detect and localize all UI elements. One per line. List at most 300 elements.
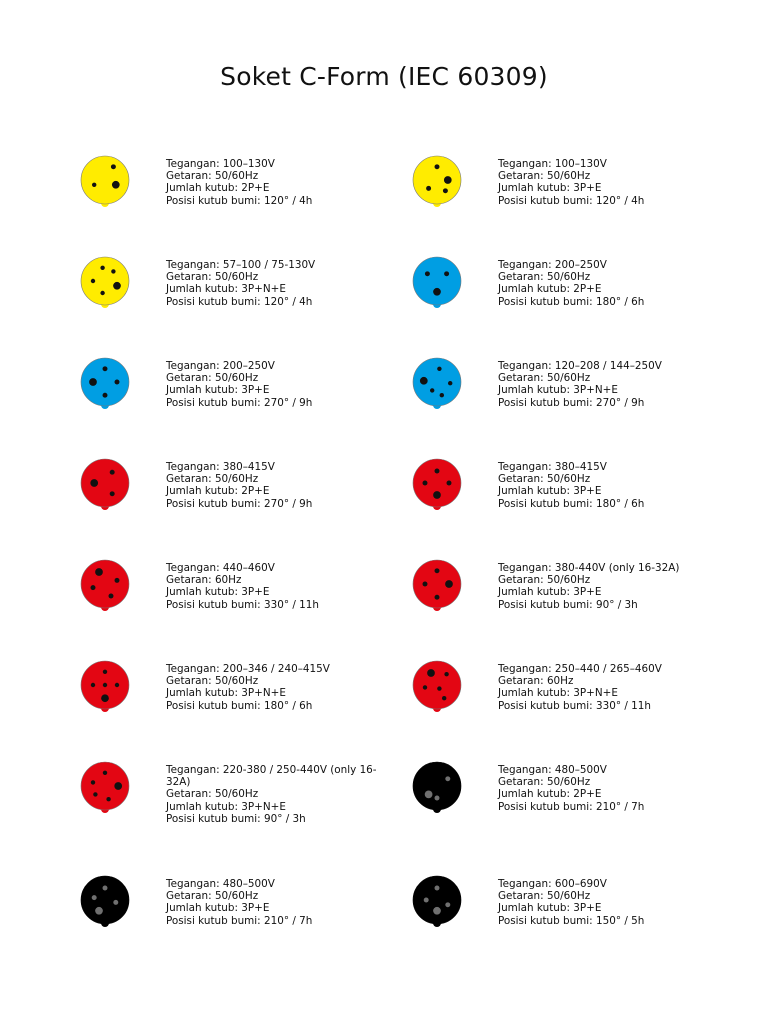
spec-voltage-value: 120–208 / 144–250V [554, 360, 662, 372]
spec-poles [166, 182, 396, 194]
socket-pin [103, 771, 107, 775]
spec-poles-label: Jumlah kutub: [166, 384, 238, 397]
spec-earth-position-value: 180° / 6h [596, 497, 645, 510]
spec-frequency [166, 675, 396, 687]
spec-earth-position [498, 801, 728, 813]
spec-voltage [498, 158, 728, 170]
spec-earth-position-value: 120° / 4h [264, 295, 313, 308]
socket-entry [76, 253, 416, 333]
socket-icon [76, 657, 134, 719]
spec-earth-position [166, 397, 396, 409]
spec-poles [166, 687, 396, 699]
spec-voltage-value: 200–250V [222, 360, 275, 372]
socket-face-black [76, 872, 134, 934]
socket-pin [423, 685, 427, 689]
spec-poles-label: Jumlah kutub: [498, 384, 570, 397]
socket-pin [442, 696, 446, 700]
spec-earth-position-label: Posisi kutub bumi: [498, 497, 593, 510]
spec-frequency-value: 50/60Hz [214, 473, 259, 486]
socket-icon [76, 758, 134, 820]
socket-icon [408, 657, 466, 719]
socket-pin [445, 902, 450, 907]
spec-earth-position-label: Posisi kutub bumi: [166, 699, 261, 712]
socket-pin [91, 780, 95, 784]
spec-frequency [166, 372, 396, 384]
socket-face-yellow [76, 152, 134, 214]
spec-voltage [498, 663, 728, 675]
spec-voltage [166, 158, 396, 170]
spec-voltage [498, 461, 728, 473]
socket-pin [437, 367, 441, 371]
socket-body [81, 459, 129, 507]
spec-earth-position-label: Posisi kutub bumi: [166, 914, 261, 927]
socket-entry [408, 152, 748, 232]
socket-entry [76, 657, 416, 737]
socket-pin [433, 288, 441, 296]
spec-frequency-value: 60Hz [546, 675, 574, 688]
spec-poles [498, 902, 728, 914]
spec-poles-label: Jumlah kutub: [166, 283, 238, 296]
socket-pin [115, 683, 119, 687]
spec-earth-position-value: 120° / 4h [596, 194, 645, 207]
spec-voltage-value: 380–415V [554, 461, 607, 473]
spec-poles-label: Jumlah kutub: [498, 485, 570, 498]
spec-earth-position [498, 296, 728, 308]
spec-poles [498, 687, 728, 699]
spec-poles-label: Jumlah kutub: [498, 182, 570, 195]
socket-spec [166, 360, 396, 409]
spec-frequency [498, 574, 728, 586]
socket-body [81, 358, 129, 406]
socket-face-blue [408, 354, 466, 416]
spec-earth-position [498, 498, 728, 510]
spec-poles-value: 3P+N+E [241, 283, 286, 296]
spec-poles-label: Jumlah kutub: [498, 788, 570, 801]
socket-pin [95, 568, 103, 576]
spec-voltage-label: Tegangan: [166, 764, 220, 776]
socket-entry [408, 872, 748, 952]
socket-icon [408, 556, 466, 618]
socket-spec [498, 360, 728, 409]
spec-voltage-label: Tegangan: [498, 259, 552, 271]
spec-earth-position [498, 915, 728, 927]
spec-poles-value: 2P+E [573, 788, 602, 801]
socket-pin [111, 164, 116, 169]
spec-frequency-label: Getaran: [166, 788, 212, 801]
spec-poles [498, 788, 728, 800]
socket-spec [498, 461, 728, 510]
spec-poles-label: Jumlah kutub: [166, 800, 238, 813]
socket-entry [76, 556, 416, 636]
spec-earth-position-label: Posisi kutub bumi: [498, 699, 593, 712]
spec-earth-position-label: Posisi kutub bumi: [166, 497, 261, 510]
spec-earth-position-value: 120° / 4h [264, 194, 313, 207]
socket-pin [89, 378, 97, 386]
socket-icon [408, 253, 466, 315]
spec-voltage-value: 440–460V [222, 562, 275, 574]
socket-pin [92, 895, 97, 900]
spec-poles-label: Jumlah kutub: [498, 902, 570, 915]
socket-entry [408, 455, 748, 535]
socket-pin [427, 669, 435, 677]
spec-frequency-value: 50/60Hz [546, 776, 591, 789]
spec-frequency-label: Getaran: [166, 170, 212, 183]
socket-pin [424, 898, 429, 903]
spec-earth-position [166, 195, 396, 207]
socket-pin [440, 393, 444, 397]
socket-pin [93, 792, 97, 796]
spec-frequency-value: 50/60Hz [546, 271, 591, 284]
spec-earth-position-label: Posisi kutub bumi: [166, 295, 261, 308]
spec-earth-position-value: 180° / 6h [264, 699, 313, 712]
spec-frequency-value: 50/60Hz [214, 170, 259, 183]
socket-pin [92, 183, 96, 187]
socket-spec [166, 663, 396, 712]
socket-pin [447, 481, 452, 486]
socket-pin [430, 388, 434, 392]
socket-icon [76, 354, 134, 416]
socket-face-black [408, 758, 466, 820]
socket-spec [166, 878, 396, 927]
socket-pin [106, 797, 110, 801]
spec-earth-position-label: Posisi kutub bumi: [166, 598, 261, 611]
spec-voltage [498, 259, 728, 271]
spec-poles-value: 3P+E [241, 586, 270, 599]
spec-voltage-label: Tegangan: [166, 663, 220, 675]
socket-pin [435, 796, 440, 801]
socket-body [81, 156, 129, 204]
spec-frequency-label: Getaran: [498, 574, 544, 587]
socket-entry [408, 556, 748, 636]
spec-voltage-label: Tegangan: [166, 562, 220, 574]
socket-body [81, 257, 129, 305]
spec-frequency-label: Getaran: [166, 473, 212, 486]
spec-frequency-value: 50/60Hz [214, 675, 259, 688]
spec-earth-position-value: 330° / 11h [596, 699, 651, 712]
socket-pin [435, 164, 440, 169]
socket-pin [91, 683, 95, 687]
socket-face-red [76, 455, 134, 517]
socket-spec [166, 461, 396, 510]
socket-pin [110, 491, 115, 496]
socket-entry [76, 872, 416, 952]
socket-body [413, 257, 461, 305]
spec-frequency-value: 50/60Hz [546, 473, 591, 486]
socket-body [413, 459, 461, 507]
socket-entry [408, 758, 748, 838]
spec-voltage-label: Tegangan: [498, 158, 552, 170]
socket-pin [435, 595, 440, 600]
spec-earth-position-label: Posisi kutub bumi: [498, 295, 593, 308]
spec-poles-value: 3P+N+E [241, 800, 286, 813]
spec-poles [166, 586, 396, 598]
socket-entry [76, 152, 416, 232]
spec-frequency-value: 50/60Hz [214, 890, 259, 903]
socket-pin [114, 782, 122, 790]
spec-poles-value: 3P+N+E [241, 687, 286, 700]
spec-poles-value: 2P+E [241, 485, 270, 498]
spec-frequency-label: Getaran: [498, 473, 544, 486]
socket-face-red [408, 455, 466, 517]
spec-earth-position-label: Posisi kutub bumi: [166, 812, 261, 825]
spec-voltage-label: Tegangan: [498, 360, 552, 372]
socket-pin [103, 886, 108, 891]
socket-pin [111, 269, 115, 273]
spec-earth-position-label: Posisi kutub bumi: [166, 396, 261, 409]
spec-frequency-label: Getaran: [498, 890, 544, 903]
spec-voltage [166, 764, 396, 788]
spec-frequency [498, 170, 728, 182]
spec-frequency-value: 60Hz [214, 574, 242, 587]
spec-voltage [166, 259, 396, 271]
spec-frequency [498, 675, 728, 687]
socket-spec [166, 764, 396, 825]
socket-pin [103, 683, 107, 687]
socket-entry [76, 354, 416, 434]
spec-poles-value: 3P+E [241, 384, 270, 397]
socket-face-yellow [408, 152, 466, 214]
spec-voltage [498, 360, 728, 372]
socket-entry [408, 657, 748, 737]
spec-frequency [166, 473, 396, 485]
spec-frequency-label: Getaran: [498, 271, 544, 284]
spec-voltage-label: Tegangan: [498, 878, 552, 890]
socket-face-blue [408, 253, 466, 315]
spec-voltage-label: Tegangan: [166, 158, 220, 170]
socket-grid [0, 152, 768, 942]
spec-frequency [166, 271, 396, 283]
socket-spec [166, 259, 396, 308]
spec-earth-position-value: 90° / 3h [264, 812, 306, 825]
spec-frequency [166, 788, 396, 800]
spec-voltage-value: 200–346 / 240–415V [222, 663, 330, 675]
socket-spec [498, 663, 728, 712]
socket-pin [426, 186, 431, 191]
spec-earth-position [498, 599, 728, 611]
spec-frequency [498, 473, 728, 485]
spec-frequency [166, 574, 396, 586]
spec-voltage-label: Tegangan: [166, 461, 220, 473]
socket-pin [91, 585, 96, 590]
socket-icon [76, 253, 134, 315]
spec-earth-position [498, 397, 728, 409]
socket-pin [103, 393, 108, 398]
spec-poles-label: Jumlah kutub: [166, 902, 238, 915]
socket-face-red [76, 556, 134, 618]
spec-earth-position [166, 813, 396, 825]
spec-frequency [498, 372, 728, 384]
spec-frequency-value: 50/60Hz [546, 372, 591, 385]
socket-face-red [408, 556, 466, 618]
spec-frequency [498, 271, 728, 283]
socket-pin [113, 900, 118, 905]
spec-voltage-value: 250–440 / 265–460V [554, 663, 662, 675]
socket-pin [103, 670, 107, 674]
socket-pin [435, 568, 440, 573]
socket-pin [445, 776, 450, 781]
spec-poles [166, 283, 396, 295]
spec-earth-position [166, 915, 396, 927]
socket-body [413, 560, 461, 608]
socket-icon [408, 152, 466, 214]
spec-earth-position-value: 210° / 7h [264, 914, 313, 927]
socket-pin [437, 686, 441, 690]
socket-body [81, 560, 129, 608]
spec-voltage-value: 480–500V [222, 878, 275, 890]
spec-voltage-value: 600–690V [554, 878, 607, 890]
spec-poles [498, 384, 728, 396]
socket-icon [76, 455, 134, 517]
socket-spec [166, 562, 396, 611]
socket-body [81, 876, 129, 924]
spec-poles-value: 2P+E [241, 182, 270, 195]
spec-poles-value: 2P+E [573, 283, 602, 296]
socket-spec [166, 158, 396, 207]
socket-icon [408, 455, 466, 517]
spec-frequency-value: 50/60Hz [546, 890, 591, 903]
spec-frequency-label: Getaran: [166, 890, 212, 903]
spec-poles-value: 3P+N+E [573, 384, 618, 397]
spec-voltage-value: 100–130V [222, 158, 275, 170]
spec-poles-label: Jumlah kutub: [498, 586, 570, 599]
socket-spec [498, 158, 728, 207]
socket-entry [76, 758, 416, 838]
spec-earth-position [166, 700, 396, 712]
spec-voltage [498, 878, 728, 890]
spec-earth-position-value: 210° / 7h [596, 800, 645, 813]
spec-earth-position-label: Posisi kutub bumi: [498, 914, 593, 927]
spec-earth-position [166, 599, 396, 611]
socket-pin [448, 381, 452, 385]
spec-voltage [166, 878, 396, 890]
spec-voltage-value: 480–500V [554, 764, 607, 776]
socket-entry [408, 354, 748, 434]
socket-pin [444, 672, 448, 676]
socket-pin [109, 594, 114, 599]
spec-frequency-label: Getaran: [498, 675, 544, 688]
spec-voltage-value: 380–415V [222, 461, 275, 473]
socket-icon [76, 872, 134, 934]
spec-earth-position-label: Posisi kutub bumi: [498, 800, 593, 813]
spec-voltage-value: 100–130V [554, 158, 607, 170]
spec-earth-position-value: 180° / 6h [596, 295, 645, 308]
spec-poles [166, 384, 396, 396]
spec-frequency [498, 890, 728, 902]
socket-icon [76, 152, 134, 214]
spec-poles-value: 3P+N+E [573, 687, 618, 700]
spec-poles-value: 3P+E [573, 182, 602, 195]
spec-earth-position-label: Posisi kutub bumi: [498, 396, 593, 409]
spec-frequency-value: 50/60Hz [214, 372, 259, 385]
spec-poles [166, 485, 396, 497]
socket-pin [435, 886, 440, 891]
spec-frequency-value: 50/60Hz [546, 170, 591, 183]
spec-earth-position [166, 498, 396, 510]
spec-frequency-label: Getaran: [166, 675, 212, 688]
socket-spec [498, 878, 728, 927]
socket-pin [420, 377, 428, 385]
spec-voltage [166, 461, 396, 473]
socket-icon [76, 556, 134, 618]
spec-voltage [166, 562, 396, 574]
spec-voltage [166, 663, 396, 675]
spec-poles-value: 3P+E [241, 902, 270, 915]
spec-earth-position-label: Posisi kutub bumi: [498, 598, 593, 611]
spec-frequency-label: Getaran: [166, 271, 212, 284]
spec-frequency-label: Getaran: [166, 574, 212, 587]
socket-pin [100, 266, 104, 270]
socket-pin [444, 176, 452, 184]
spec-earth-position-value: 270° / 9h [264, 497, 313, 510]
socket-face-red [408, 657, 466, 719]
socket-pin [443, 188, 448, 193]
spec-voltage [498, 764, 728, 776]
page-title: Soket C-Form (IEC 60309) [220, 62, 548, 91]
socket-body [413, 762, 461, 810]
socket-pin [423, 582, 428, 587]
spec-earth-position [498, 195, 728, 207]
spec-voltage-label: Tegangan: [166, 259, 220, 271]
socket-face-red [76, 657, 134, 719]
spec-poles [498, 182, 728, 194]
spec-earth-position-value: 330° / 11h [264, 598, 319, 611]
spec-earth-position-value: 150° / 5h [596, 914, 645, 927]
spec-voltage-label: Tegangan: [166, 360, 220, 372]
socket-pin [425, 271, 430, 276]
socket-face-blue [76, 354, 134, 416]
spec-frequency-label: Getaran: [498, 372, 544, 385]
socket-face-yellow [76, 253, 134, 315]
spec-poles [498, 586, 728, 598]
spec-voltage-value: 380-440V (only 16-32A) [554, 562, 680, 574]
socket-pin [425, 791, 433, 799]
spec-poles-label: Jumlah kutub: [166, 687, 238, 700]
spec-poles-label: Jumlah kutub: [166, 485, 238, 498]
socket-pin [433, 491, 441, 499]
spec-poles-value: 3P+E [573, 485, 602, 498]
socket-pin [100, 291, 104, 295]
spec-frequency [498, 776, 728, 788]
socket-entry [408, 253, 748, 333]
spec-poles [498, 485, 728, 497]
socket-pin [115, 380, 120, 385]
socket-pin [113, 282, 121, 290]
spec-voltage-label: Tegangan: [166, 878, 220, 890]
socket-pin [433, 907, 441, 915]
spec-frequency-label: Getaran: [498, 776, 544, 789]
socket-pin [445, 580, 453, 588]
spec-frequency-label: Getaran: [498, 170, 544, 183]
socket-pin [423, 481, 428, 486]
spec-earth-position-label: Posisi kutub bumi: [498, 194, 593, 207]
socket-pin [90, 479, 98, 487]
socket-spec [498, 259, 728, 308]
spec-poles [166, 902, 396, 914]
socket-pin [112, 181, 120, 189]
spec-earth-position-value: 270° / 9h [264, 396, 313, 409]
socket-pin [95, 907, 103, 915]
socket-body [413, 876, 461, 924]
spec-frequency-label: Getaran: [166, 372, 212, 385]
socket-pin [115, 578, 120, 583]
spec-voltage-label: Tegangan: [498, 461, 552, 473]
spec-voltage-value: 57–100 / 75-130V [222, 259, 316, 271]
socket-spec [498, 764, 728, 813]
spec-poles-label: Jumlah kutub: [498, 283, 570, 296]
socket-pin [110, 470, 115, 475]
spec-poles-value: 3P+E [573, 902, 602, 915]
spec-voltage [166, 360, 396, 372]
